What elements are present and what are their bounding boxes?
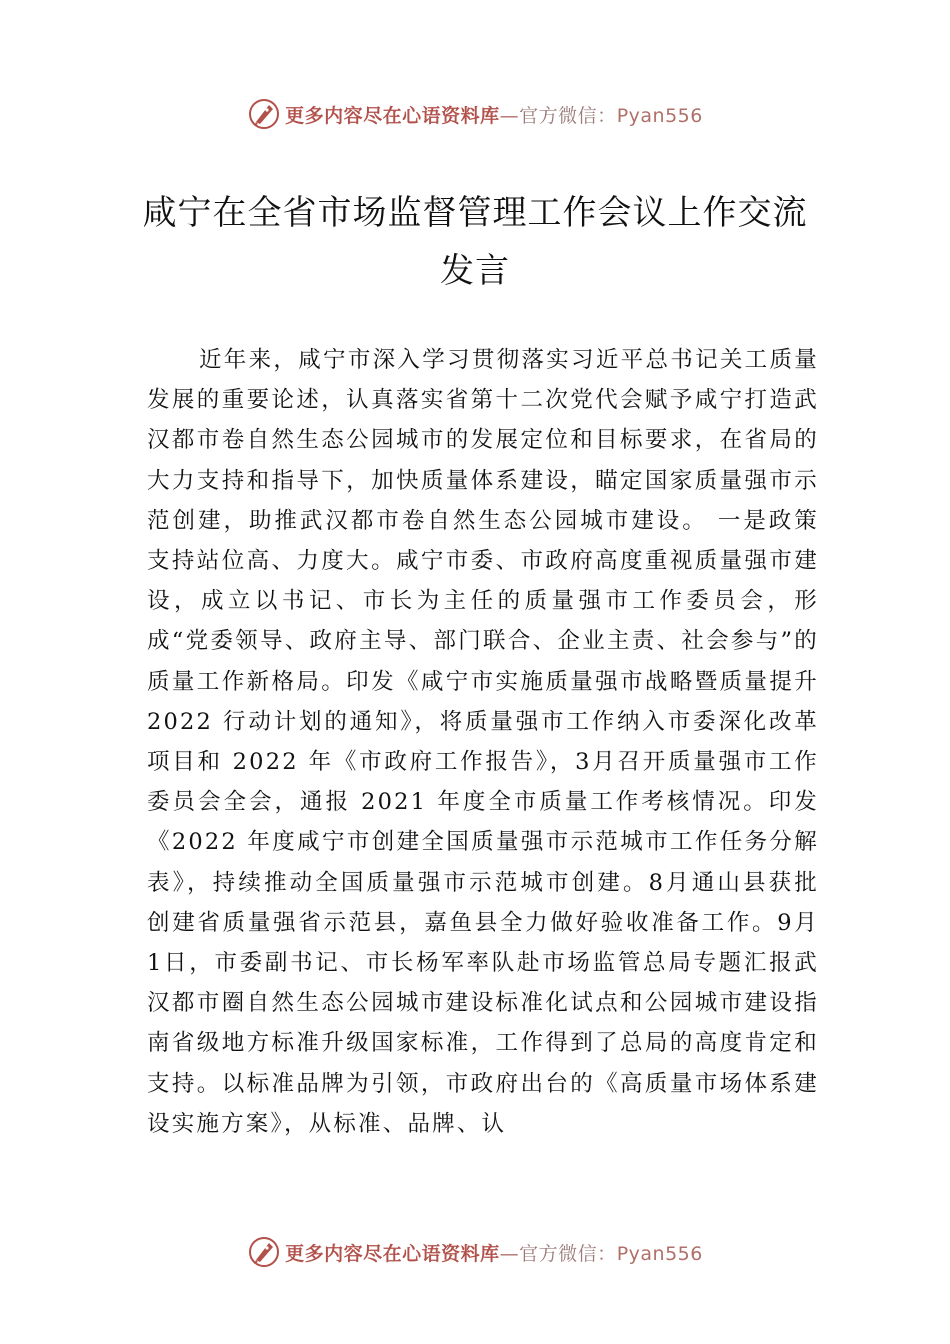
pen-nib-logo-icon (247, 1235, 281, 1269)
footer-brand: 更多内容尽在心语资料库 (285, 1242, 500, 1265)
header-brand: 更多内容尽在心语资料库 (285, 104, 500, 127)
header-wechat-id: Pyan556 (616, 104, 703, 127)
document-title: 咸宁在全省市场监督管理工作会议上作交流发言 (142, 193, 808, 291)
footer-wechat-label: 官方微信： (519, 1242, 617, 1265)
header-banner-text (285, 101, 703, 128)
footer-banner (0, 1232, 950, 1272)
footer-wechat-id: Pyan556 (616, 1242, 703, 1265)
pen-nib-logo-icon (247, 97, 281, 131)
footer-banner-text (285, 1239, 703, 1266)
body-paragraph: 近年来，咸宁市深入学习贯彻落实习近平总书记关工质量发展的重要论述，认真落实省第十二次党代会赋予咸宁打造武汉都市卷自然生态公园城市的发展定位和目标要求，在省局的大力支持和指导下，加快质量体系建设，瞄定国家质量强市示范创建，助推武汉都市卷自然生态公园城市建设。 一是政策支持站位高、力度大。咸宁市委、市政府高度重视质量强市建设，成立以书记、市长为主任的质量强市工作委员会，形成“党委领导、政府主导、部门联合、企业主责、社会参与”的质量工作新格局。印发《咸宁市实施质量强市战略暨质量提升 2022 行动计划的通知》，将质量强市工作纳入市委深化改革项目和 2022 年《市政府工作报告》，3月召开质量强市工作委员会全会，通报 2021 年度全市质量工作考核情况。印发《2022 年度咸宁市创建全国质量强市示范城市工作任务分解表》，持续推动全国质量强市示范城市创建。8月通山县获批创建省质量强省示范县，嘉鱼县全力做好验收准备工作。9月 1日，市委副书记、市长杨军率队赴市场监管总局专题汇报武汉都市圈自然生态公园城市建设标准化试点和公园城市建设指南省级地方标准升级国家标准，工作得到了总局的高度肯定和支持。以标准品牌为引领，市政府出台的《高质量市场体系建设实施方案》，从标准、品牌、认 (147, 347, 819, 1137)
header-separator: — (499, 104, 520, 127)
header-wechat-label: 官方微信： (519, 104, 617, 127)
header-banner (0, 94, 950, 134)
footer-separator: — (499, 1242, 520, 1265)
